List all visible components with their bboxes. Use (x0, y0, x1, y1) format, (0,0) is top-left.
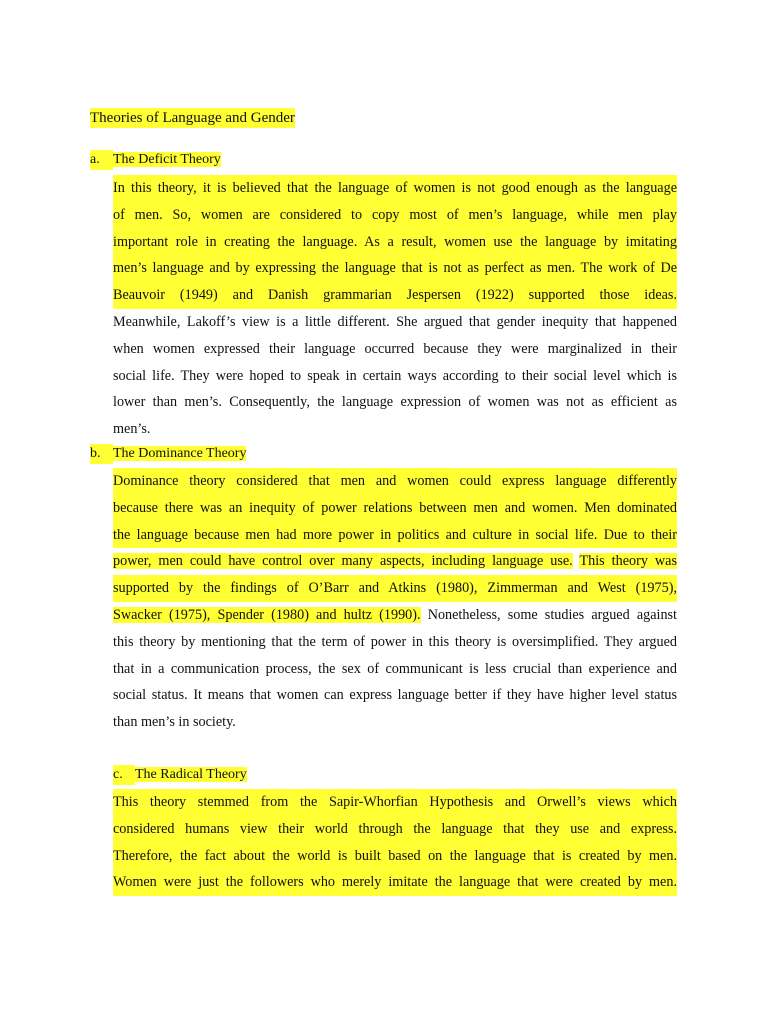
text-run: the language because men had more power in politics and culture in social life. Due to their (113, 526, 677, 543)
paragraph-line (113, 602, 677, 629)
section-paragraph-deficit (113, 175, 677, 443)
text-run: supported by the findings of O’Barr and Atkins (1980), Zimmerman and West (1975), (113, 580, 677, 597)
text-run: social life. They were hoped to speak in certain ways according to their social level which is (113, 367, 677, 384)
text-run: because there was an inequity of power relations between men and women. Men dominated (113, 499, 677, 516)
text-run: social status. It means that women can express language better if they have higher level status (113, 687, 677, 704)
paragraph-line (113, 389, 677, 416)
text-run: men’s. (113, 421, 151, 438)
paragraph-line (113, 363, 677, 390)
paragraph-line (113, 869, 677, 896)
paragraph-line (113, 229, 677, 256)
document-title: Theories of Language and Gender (90, 110, 295, 126)
paragraph-line (113, 202, 677, 229)
paragraph-line (113, 682, 677, 709)
text-run: than men’s in society. (113, 714, 236, 731)
paragraph-line (113, 495, 677, 522)
section-heading-dominance (90, 444, 246, 464)
paragraph-line (113, 629, 677, 656)
paragraph-line (113, 468, 677, 495)
paragraph-line (113, 255, 677, 282)
text-run: Dominance theory considered that men and women could express language differently (113, 473, 677, 489)
text-run: Swacker (1975), Spender (1980) and hultz (1990). (113, 606, 421, 623)
section-title: The Dominance Theory (113, 446, 247, 461)
text-run: This theory stemmed from the Sapir-Whorfian Hypothesis and Orwell’s views which (113, 794, 677, 810)
section-marker: b. (90, 444, 113, 464)
paragraph-line (113, 336, 677, 363)
text-run: considered humans view their world through the language that they use and express. (113, 820, 677, 837)
text-run: This theory was (579, 553, 677, 570)
text-run: this theory by mentioning that the term of power in this theory is oversimplified. They argued (113, 633, 677, 650)
section-title: The Deficit Theory (113, 152, 221, 167)
text-run: that in a communication process, the sex of communicant is less crucial than experience and (113, 660, 677, 677)
paragraph-line (113, 522, 677, 549)
paragraph-line (113, 789, 677, 816)
text-run: Beauvoir (1949) and Danish grammarian Jespersen (1922) supported those ideas. (113, 287, 677, 304)
section-heading-radical (113, 765, 247, 785)
text-run: important role in creating the language. As a result, women use the language by imitating (113, 233, 677, 250)
paragraph-line (113, 816, 677, 843)
paragraph-line (113, 843, 677, 870)
paragraph-line (113, 416, 677, 443)
section-title: The Radical Theory (135, 767, 247, 782)
paragraph-line (113, 656, 677, 683)
text-run: Meanwhile, Lakoff’s view is a little different. She argued that gender inequity that happened (113, 313, 677, 330)
section-paragraph-radical (113, 789, 677, 896)
text-run: Nonetheless, some studies argued against (420, 606, 678, 623)
text-run: of men. So, women are considered to copy most of men’s language, while men play (113, 206, 677, 223)
text-run: when women expressed their language occurred because they were marginalized in their (113, 340, 677, 357)
text-run: lower than men’s. Consequently, the language expression of women was not as efficient as (113, 394, 677, 411)
text-run: Therefore, the fact about the world is built based on the language that is created by men. (113, 847, 677, 864)
paragraph-line (113, 282, 677, 309)
paragraph-line (113, 175, 677, 202)
paragraph-line (113, 548, 677, 575)
section-paragraph-dominance (113, 468, 677, 736)
paragraph-line (113, 709, 677, 736)
text-run: men’s language and by expressing the language that is not as perfect as men. The work of De (113, 260, 677, 277)
text-run: power, men could have control over many aspects, including language use. (113, 553, 573, 570)
paragraph-line (113, 575, 677, 602)
section-marker: c. (113, 765, 135, 785)
text-run: Women were just the followers who merely imitate the language that were created by men. (113, 874, 677, 891)
section-heading-deficit (90, 150, 221, 170)
text-run: In this theory, it is believed that the language of women is not good enough as the language (113, 180, 677, 196)
paragraph-line (113, 309, 677, 336)
section-marker: a. (90, 150, 113, 170)
